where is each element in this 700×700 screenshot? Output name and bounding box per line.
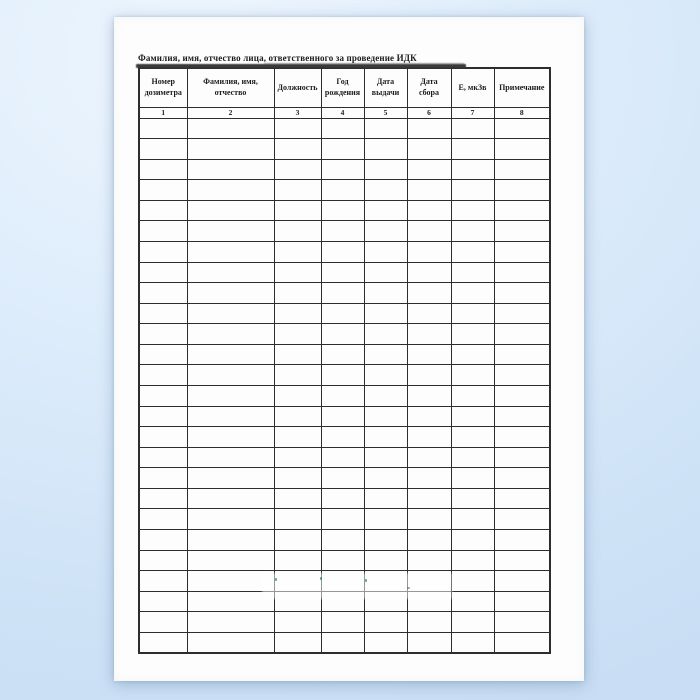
empty-row <box>139 386 550 407</box>
empty-cell <box>494 406 550 427</box>
empty-cell <box>321 159 364 180</box>
column-number-8: 8 <box>494 107 550 118</box>
empty-cell <box>407 365 451 386</box>
empty-cell <box>364 118 407 139</box>
empty-cell <box>187 530 274 551</box>
empty-cell <box>364 159 407 180</box>
empty-cell <box>321 612 364 633</box>
column-header-position: Должность <box>274 68 321 107</box>
scan-smudge-top-echo <box>264 63 464 65</box>
empty-cell <box>321 344 364 365</box>
empty-cell <box>139 283 187 304</box>
empty-row <box>139 241 550 262</box>
empty-cell <box>494 468 550 489</box>
empty-cell <box>407 303 451 324</box>
scan-smudge-top-border <box>136 64 466 68</box>
empty-cell <box>364 386 407 407</box>
empty-cell <box>321 118 364 139</box>
empty-cell <box>139 365 187 386</box>
empty-cell <box>364 200 407 221</box>
empty-cell <box>407 550 451 571</box>
column-header-dosimeter-number: Номер дозиметра <box>139 68 187 107</box>
empty-cell <box>451 139 494 160</box>
empty-cell <box>364 262 407 283</box>
empty-cell <box>407 509 451 530</box>
empty-cell <box>187 139 274 160</box>
empty-cell <box>139 200 187 221</box>
empty-cell <box>274 406 321 427</box>
empty-cell <box>321 550 364 571</box>
empty-cell <box>407 386 451 407</box>
empty-cell <box>451 632 494 653</box>
empty-cell <box>451 303 494 324</box>
empty-cell <box>494 571 550 592</box>
empty-cell <box>187 550 274 571</box>
empty-cell <box>321 139 364 160</box>
empty-cell <box>139 447 187 468</box>
empty-cell <box>451 488 494 509</box>
empty-cell <box>139 406 187 427</box>
empty-cell <box>321 365 364 386</box>
empty-cell <box>187 324 274 345</box>
empty-cell <box>407 180 451 201</box>
empty-cell <box>187 406 274 427</box>
empty-cell <box>139 118 187 139</box>
empty-cell <box>494 530 550 551</box>
empty-cell <box>407 159 451 180</box>
empty-cell <box>274 241 321 262</box>
empty-cell <box>364 509 407 530</box>
empty-cell <box>451 118 494 139</box>
empty-cell <box>451 324 494 345</box>
empty-cell <box>187 180 274 201</box>
empty-cell <box>407 406 451 427</box>
empty-cell <box>321 427 364 448</box>
empty-cell <box>274 632 321 653</box>
empty-cell <box>407 427 451 448</box>
empty-cell <box>187 591 274 612</box>
empty-row <box>139 283 550 304</box>
empty-cell <box>139 180 187 201</box>
empty-cell <box>494 303 550 324</box>
empty-cell <box>187 468 274 489</box>
empty-cell <box>364 427 407 448</box>
empty-cell <box>451 509 494 530</box>
empty-cell <box>187 365 274 386</box>
empty-cell <box>364 344 407 365</box>
empty-cell <box>494 386 550 407</box>
empty-row <box>139 427 550 448</box>
empty-cell <box>451 221 494 242</box>
empty-cell <box>494 118 550 139</box>
empty-cell <box>407 262 451 283</box>
empty-cell <box>274 427 321 448</box>
empty-cell <box>321 509 364 530</box>
empty-cell <box>364 180 407 201</box>
empty-cell <box>321 447 364 468</box>
empty-cell <box>187 447 274 468</box>
scan-speck <box>365 579 367 582</box>
empty-row <box>139 221 550 242</box>
empty-cell <box>187 221 274 242</box>
empty-cell <box>451 591 494 612</box>
empty-cell <box>187 283 274 304</box>
column-header-issue-date: Дата выдачи <box>364 68 407 107</box>
header-row <box>139 68 550 107</box>
empty-cell <box>187 612 274 633</box>
empty-cell <box>321 241 364 262</box>
column-header-birth-year: Год рождения <box>321 68 364 107</box>
empty-cell <box>407 612 451 633</box>
empty-cell <box>407 200 451 221</box>
empty-cell <box>139 612 187 633</box>
empty-cell <box>494 365 550 386</box>
empty-row <box>139 139 550 160</box>
empty-cell <box>407 344 451 365</box>
column-number-4: 4 <box>321 107 364 118</box>
table-head <box>139 68 550 118</box>
empty-cell <box>364 632 407 653</box>
empty-row <box>139 612 550 633</box>
empty-row <box>139 509 550 530</box>
empty-cell <box>407 488 451 509</box>
empty-cell <box>364 139 407 160</box>
empty-cell <box>321 262 364 283</box>
empty-cell <box>364 550 407 571</box>
empty-cell <box>494 550 550 571</box>
empty-cell <box>139 159 187 180</box>
empty-cell <box>139 509 187 530</box>
empty-cell <box>321 386 364 407</box>
empty-cell <box>274 509 321 530</box>
empty-row <box>139 365 550 386</box>
column-number-row <box>139 107 550 118</box>
empty-cell <box>451 612 494 633</box>
empty-row <box>139 530 550 551</box>
empty-cell <box>364 241 407 262</box>
empty-row <box>139 468 550 489</box>
empty-cell <box>274 200 321 221</box>
empty-cell <box>451 344 494 365</box>
empty-cell <box>364 324 407 345</box>
empty-cell <box>451 283 494 304</box>
empty-cell <box>451 386 494 407</box>
empty-cell <box>274 180 321 201</box>
empty-cell <box>139 632 187 653</box>
empty-cell <box>139 386 187 407</box>
empty-cell <box>321 632 364 653</box>
empty-cell <box>364 468 407 489</box>
empty-cell <box>494 447 550 468</box>
empty-cell <box>451 530 494 551</box>
empty-cell <box>139 571 187 592</box>
dosimetry-register-table <box>138 67 551 654</box>
empty-row <box>139 488 550 509</box>
empty-cell <box>451 241 494 262</box>
empty-row <box>139 324 550 345</box>
empty-cell <box>274 386 321 407</box>
empty-cell <box>274 488 321 509</box>
empty-cell <box>139 262 187 283</box>
empty-cell <box>494 509 550 530</box>
empty-cell <box>321 200 364 221</box>
empty-cell <box>321 283 364 304</box>
empty-cell <box>187 386 274 407</box>
empty-cell <box>407 118 451 139</box>
empty-row <box>139 406 550 427</box>
column-number-3: 3 <box>274 107 321 118</box>
empty-cell <box>494 488 550 509</box>
empty-cell <box>187 303 274 324</box>
empty-row <box>139 262 550 283</box>
column-number-1: 1 <box>139 107 187 118</box>
empty-cell <box>274 530 321 551</box>
empty-cell <box>494 221 550 242</box>
empty-cell <box>139 530 187 551</box>
empty-cell <box>494 324 550 345</box>
empty-cell <box>139 550 187 571</box>
empty-cell <box>139 488 187 509</box>
empty-cell <box>407 447 451 468</box>
empty-cell <box>274 324 321 345</box>
empty-cell <box>494 632 550 653</box>
empty-cell <box>187 262 274 283</box>
empty-cell <box>451 262 494 283</box>
empty-cell <box>494 139 550 160</box>
empty-cell <box>274 139 321 160</box>
empty-cell <box>274 303 321 324</box>
empty-cell <box>451 406 494 427</box>
empty-row <box>139 344 550 365</box>
empty-cell <box>494 180 550 201</box>
scan-speck <box>407 587 410 589</box>
empty-row <box>139 550 550 571</box>
empty-cell <box>139 303 187 324</box>
empty-cell <box>274 612 321 633</box>
scan-speck <box>275 578 277 581</box>
empty-cell <box>494 159 550 180</box>
empty-cell <box>321 324 364 345</box>
empty-cell <box>139 221 187 242</box>
empty-cell <box>407 324 451 345</box>
empty-cell <box>274 118 321 139</box>
column-number-7: 7 <box>451 107 494 118</box>
empty-cell <box>494 591 550 612</box>
empty-row <box>139 180 550 201</box>
empty-row <box>139 200 550 221</box>
empty-cell <box>187 118 274 139</box>
empty-cell <box>364 488 407 509</box>
empty-cell <box>321 221 364 242</box>
empty-cell <box>187 344 274 365</box>
empty-cell <box>494 262 550 283</box>
empty-cell <box>321 406 364 427</box>
empty-cell <box>139 427 187 448</box>
empty-cell <box>364 303 407 324</box>
empty-cell <box>364 365 407 386</box>
column-header-dose: Е, мкЗв <box>451 68 494 107</box>
empty-cell <box>187 488 274 509</box>
empty-cell <box>451 365 494 386</box>
column-number-5: 5 <box>364 107 407 118</box>
empty-row <box>139 447 550 468</box>
empty-cell <box>274 159 321 180</box>
empty-cell <box>494 612 550 633</box>
empty-cell <box>321 488 364 509</box>
empty-cell <box>494 427 550 448</box>
empty-cell <box>451 447 494 468</box>
empty-cell <box>451 200 494 221</box>
empty-cell <box>139 324 187 345</box>
empty-cell <box>321 180 364 201</box>
empty-cell <box>139 241 187 262</box>
empty-cell <box>139 344 187 365</box>
empty-cell <box>494 241 550 262</box>
empty-cell <box>187 159 274 180</box>
empty-cell <box>494 344 550 365</box>
empty-cell <box>364 447 407 468</box>
empty-cell <box>407 241 451 262</box>
column-header-full-name: Фамилия, имя, отчество <box>187 68 274 107</box>
empty-cell <box>364 221 407 242</box>
empty-cell <box>274 221 321 242</box>
empty-cell <box>407 632 451 653</box>
empty-cell <box>321 303 364 324</box>
empty-row <box>139 303 550 324</box>
empty-cell <box>451 427 494 448</box>
empty-cell <box>274 262 321 283</box>
empty-cell <box>451 468 494 489</box>
empty-cell <box>274 344 321 365</box>
empty-cell <box>451 571 494 592</box>
empty-cell <box>187 509 274 530</box>
empty-cell <box>451 159 494 180</box>
column-header-notes: Примечание <box>494 68 550 107</box>
empty-cell <box>407 283 451 304</box>
empty-cell <box>187 427 274 448</box>
empty-cell <box>364 530 407 551</box>
empty-cell <box>407 468 451 489</box>
empty-cell <box>407 530 451 551</box>
column-header-collection-date: Дата сбора <box>407 68 451 107</box>
empty-cell <box>139 468 187 489</box>
empty-cell <box>139 591 187 612</box>
empty-cell <box>187 571 274 592</box>
empty-cell <box>274 550 321 571</box>
empty-cell <box>364 406 407 427</box>
scan-fade-artifact <box>262 573 452 599</box>
empty-cell <box>494 200 550 221</box>
empty-cell <box>139 139 187 160</box>
empty-cell <box>274 365 321 386</box>
empty-cell <box>364 612 407 633</box>
empty-cell <box>407 221 451 242</box>
form-title: Фамилия, имя, отчество лица, ответственного за проведение ИДК <box>138 53 417 63</box>
empty-row <box>139 632 550 653</box>
empty-cell <box>494 283 550 304</box>
empty-cell <box>451 550 494 571</box>
empty-cell <box>274 447 321 468</box>
empty-cell <box>187 200 274 221</box>
empty-cell <box>321 530 364 551</box>
empty-cell <box>274 468 321 489</box>
scan-speck <box>320 577 322 580</box>
document-page <box>114 17 584 681</box>
empty-cell <box>407 139 451 160</box>
column-number-6: 6 <box>407 107 451 118</box>
column-number-2: 2 <box>187 107 274 118</box>
empty-row <box>139 159 550 180</box>
empty-row <box>139 118 550 139</box>
empty-cell <box>321 468 364 489</box>
empty-cell <box>451 180 494 201</box>
empty-cell <box>364 283 407 304</box>
empty-cell <box>187 632 274 653</box>
empty-cell <box>274 283 321 304</box>
empty-cell <box>187 241 274 262</box>
